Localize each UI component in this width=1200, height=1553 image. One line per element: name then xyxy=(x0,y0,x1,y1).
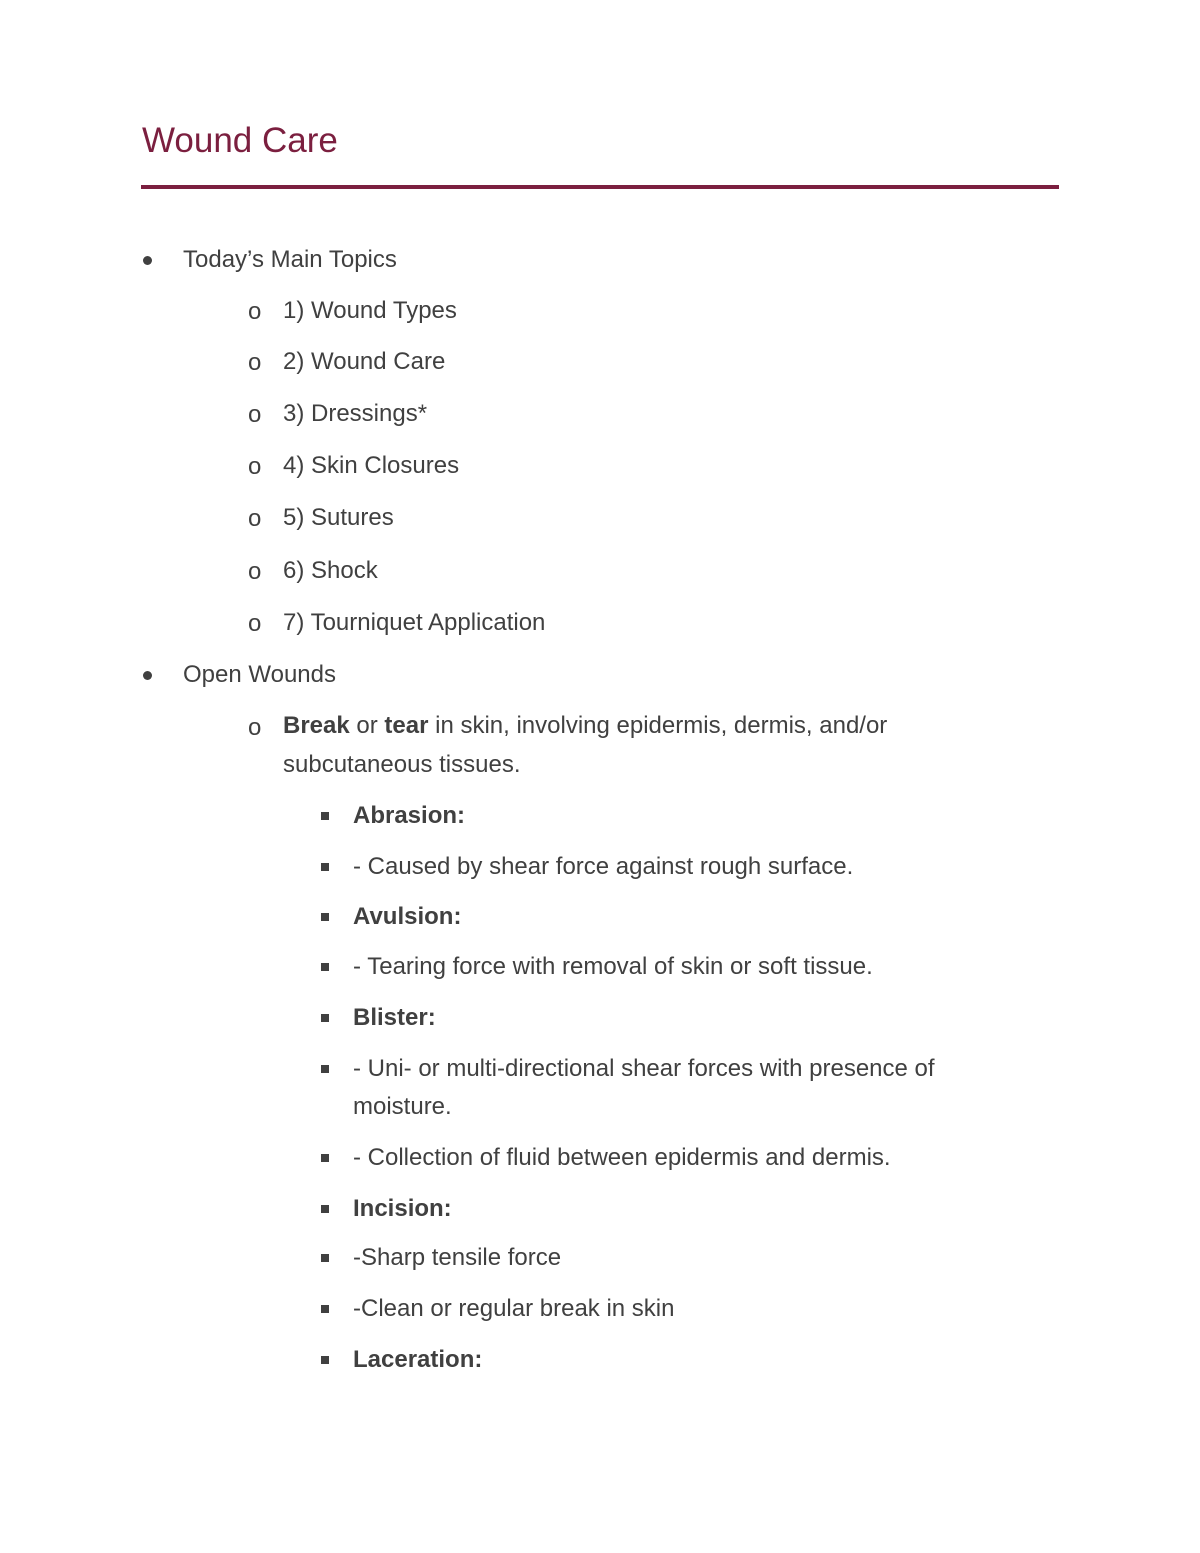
bullet-circle-icon: o xyxy=(248,349,262,376)
wound-type-detail-continued: moisture. xyxy=(353,1093,452,1120)
bullet-square-icon xyxy=(321,1154,329,1162)
bullet-square-icon xyxy=(321,1205,329,1213)
bullet-square-icon xyxy=(321,963,329,971)
wound-type-detail: -Sharp tensile force xyxy=(353,1244,562,1271)
wound-type-detail: - Caused by shear force against rough surface. xyxy=(353,853,854,880)
wound-type-abrasion: Abrasion: xyxy=(353,802,466,829)
bullet-circle-icon: o xyxy=(248,401,262,428)
page-title: Wound Care xyxy=(142,121,338,160)
definition-rest: in skin, involving epidermis, dermis, and/or xyxy=(428,712,888,739)
bullet-circle-icon: o xyxy=(248,714,262,741)
wound-type-detail: - Tearing force with removal of skin or soft tissue. xyxy=(353,953,873,980)
bullet-square-icon xyxy=(321,1065,329,1073)
definition-line-2: subcutaneous tissues. xyxy=(283,751,521,778)
wound-type-blister: Blister: xyxy=(353,1004,436,1031)
topics-heading: Today’s Main Topics xyxy=(183,246,397,273)
bullet-circle-icon: o xyxy=(248,610,262,637)
topic-item-5: 5) Sutures xyxy=(283,504,394,531)
bullet-circle-icon: o xyxy=(248,558,262,585)
bullet-square-icon xyxy=(321,1254,329,1262)
bullet-square-icon xyxy=(321,1014,329,1022)
topic-item-7: 7) Tourniquet Application xyxy=(283,609,546,636)
bullet-dot-icon xyxy=(143,256,152,265)
bullet-square-icon xyxy=(321,812,329,820)
wound-type-avulsion: Avulsion: xyxy=(353,903,462,930)
bullet-square-icon xyxy=(321,1356,329,1364)
bullet-dot-icon xyxy=(143,671,152,680)
bullet-circle-icon: o xyxy=(248,298,262,325)
definition-bold-tear: tear xyxy=(384,712,429,739)
topic-item-2: 2) Wound Care xyxy=(283,348,446,375)
definition-bold-break: Break xyxy=(283,712,350,739)
bullet-circle-icon: o xyxy=(248,505,262,532)
open-wounds-heading: Open Wounds xyxy=(183,661,336,688)
title-divider xyxy=(141,185,1059,189)
bullet-square-icon xyxy=(321,863,329,871)
wound-type-incision: Incision: xyxy=(353,1195,452,1222)
topic-item-1: 1) Wound Types xyxy=(283,297,457,324)
wound-type-detail: - Uni- or multi-directional shear forces with presence of xyxy=(353,1055,935,1082)
wound-type-detail: -Clean or regular break in skin xyxy=(353,1295,675,1322)
bullet-square-icon xyxy=(321,913,329,921)
topic-item-6: 6) Shock xyxy=(283,557,378,584)
open-wounds-definition xyxy=(283,711,887,741)
topic-item-4: 4) Skin Closures xyxy=(283,452,460,479)
bullet-circle-icon: o xyxy=(248,453,262,480)
bullet-square-icon xyxy=(321,1305,329,1313)
wound-type-laceration: Laceration: xyxy=(353,1346,483,1373)
definition-or: or xyxy=(349,712,385,739)
topic-item-3: 3) Dressings* xyxy=(283,400,428,427)
wound-type-detail: - Collection of fluid between epidermis and dermis. xyxy=(353,1144,891,1171)
